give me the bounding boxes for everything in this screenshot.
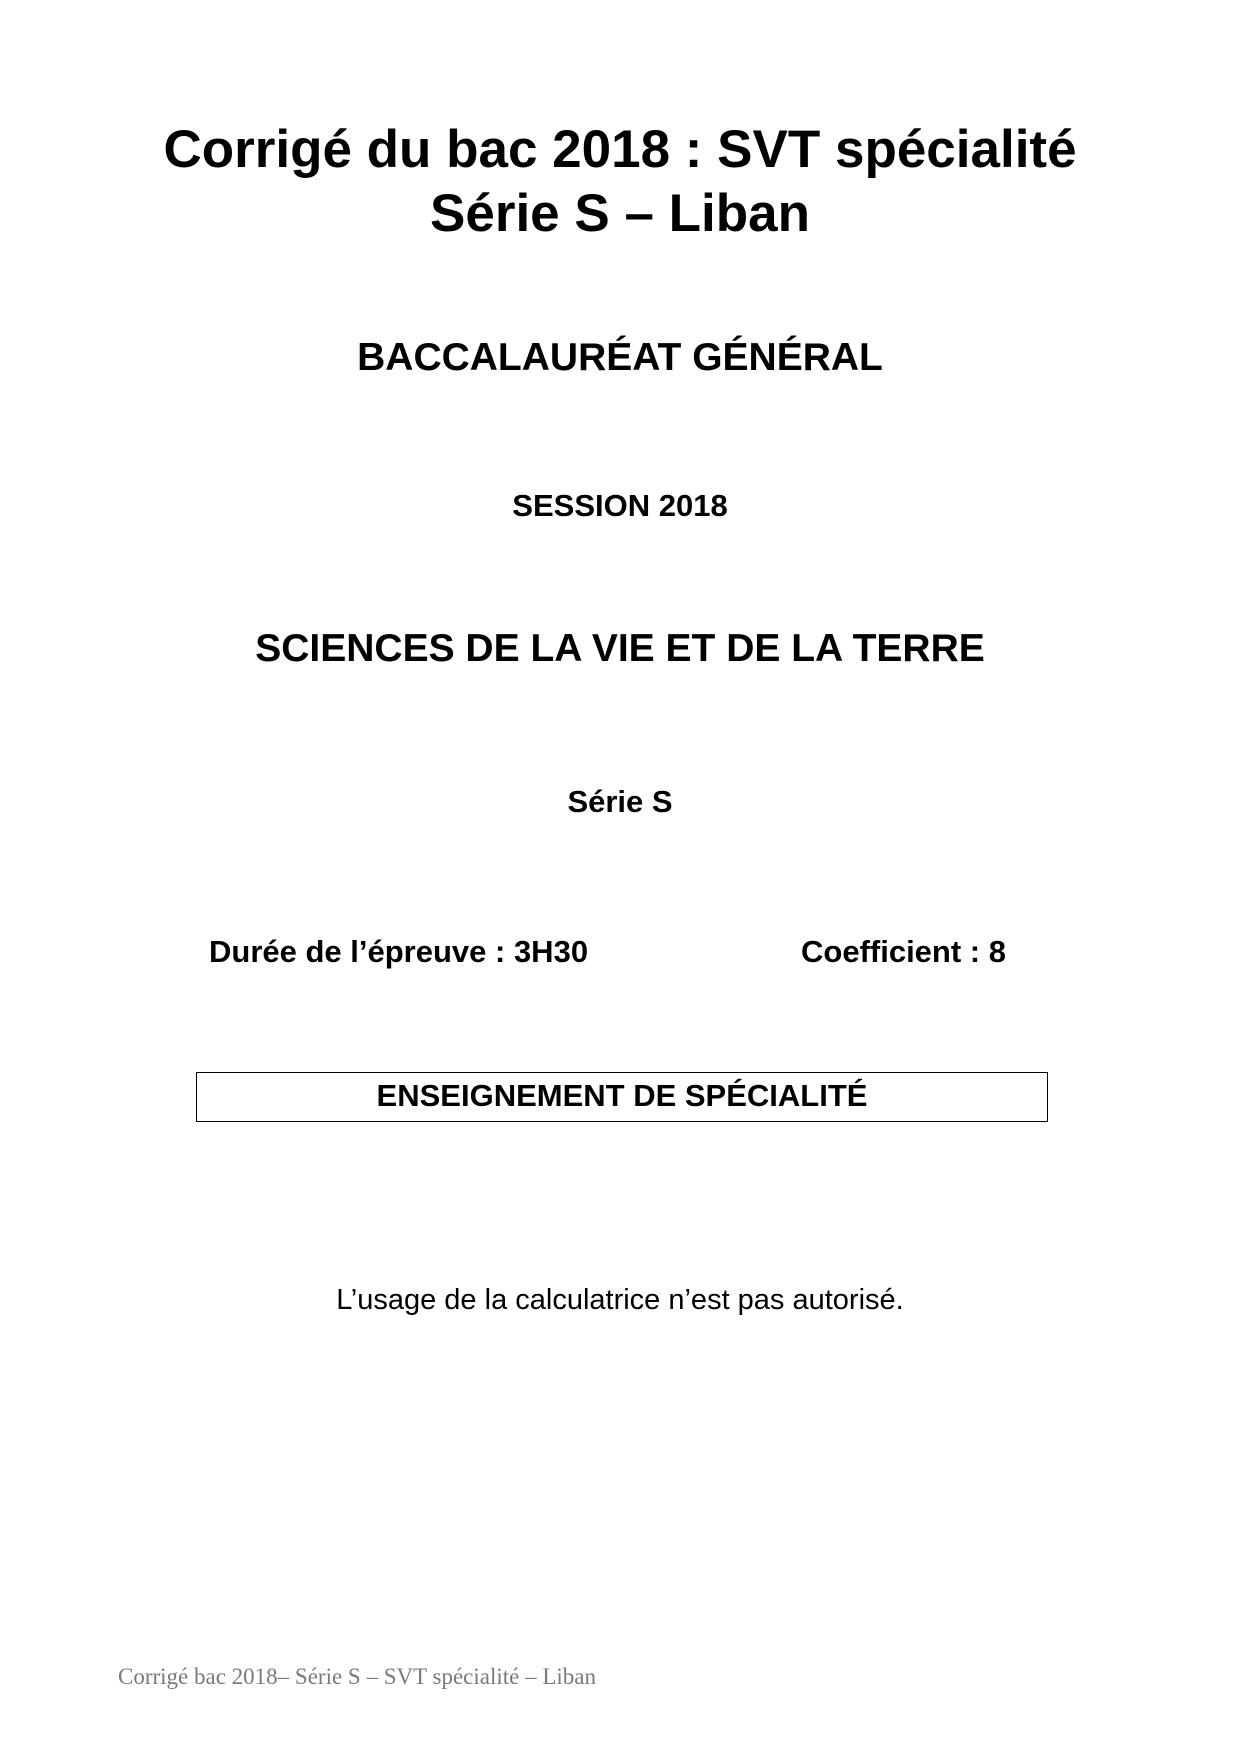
serie-label: Série S <box>567 784 673 819</box>
exam-name: BACCALAURÉAT GÉNÉRAL <box>357 336 883 379</box>
page-title-line2: Série S – Liban <box>430 184 810 243</box>
exam-duration: Durée de l’épreuve : 3H30 <box>209 934 589 969</box>
page-footer: Corrigé bac 2018– Série S – SVT spécialité – Liban <box>118 1664 597 1689</box>
exam-coefficient: Coefficient : 8 <box>801 934 1006 969</box>
page-title-line1: Corrigé du bac 2018 : SVT spécialité <box>163 120 1077 179</box>
calculator-note: L’usage de la calculatrice n’est pas autorisé. <box>336 1284 904 1316</box>
subject-title: SCIENCES DE LA VIE ET DE LA TERRE <box>255 627 985 670</box>
session-label: SESSION 2018 <box>512 488 728 523</box>
specialty-box: ENSEIGNEMENT DE SPÉCIALITÉ <box>196 1072 1048 1122</box>
